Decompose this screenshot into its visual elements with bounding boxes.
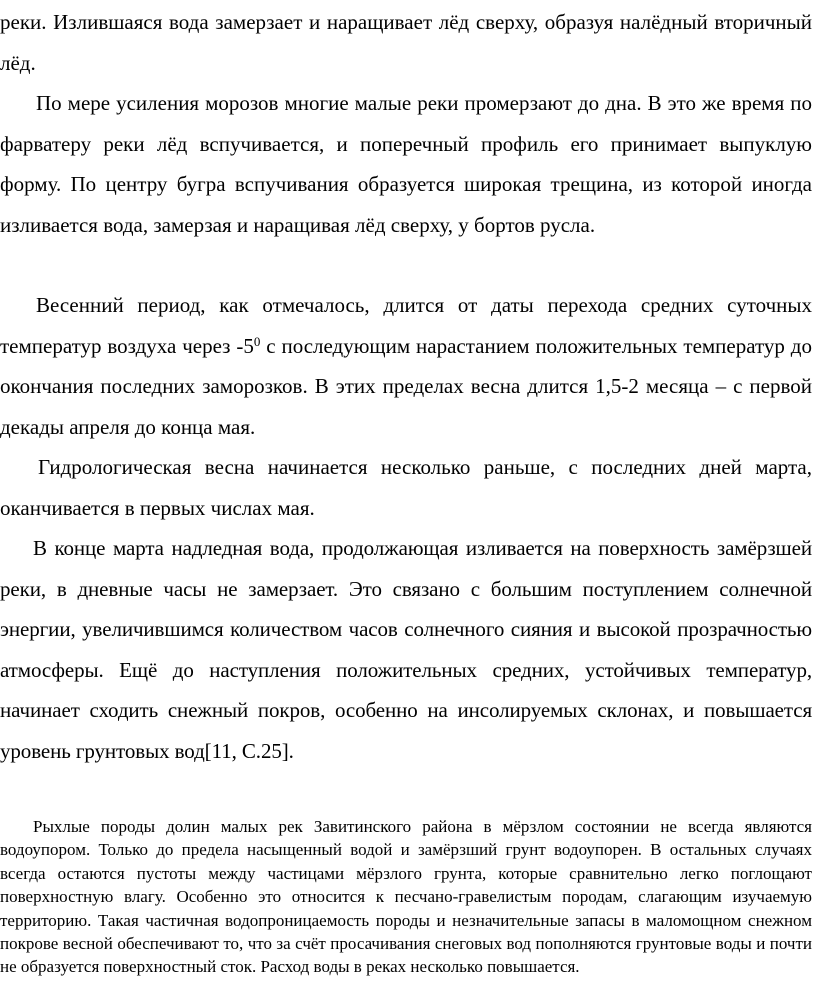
paragraph-late-march: В конце марта надледная вода, продолжающая изливается на поверхность замёрзшей реки, в дневные часы не замерзает. Это связано с большим поступлением солнечной энергии, увеличившимся количеством часов солнечного сияния и высокой прозрачностью атмосферы. Ещё до наступления положительных средних, устойчивых температур, начинает сходить снежный покров, особенно на инсолируемых склонах, и повышается уровень грунтовых вод[11, С.25]. [0,536,812,763]
paragraph-river-ice: реки. Излившаяся вода замерзает и наращивает лёд сверху, образуя налёдный вторичный лёд. [0,10,812,75]
paragraph-spring-period [0,285,812,447]
spring-period-text-start: Весенний период, как отмечалось, длится от даты перехода средних суточных температур воздуха через -5 [0,293,812,358]
degree-superscript: 0 [253,333,261,349]
paragraph-freezing-rivers: По мере усиления морозов многие малые реки промерзают до дна. В это же время по фарватеру реки лёд вспучивается, и поперечный профиль его принимает выпуклую форму. По центру бугра вспучивания образуется широкая трещина, из которой иногда изливается вода, замерзая и наращивая лёд сверху, у бортов русла. [0,91,812,237]
paragraph-hydrological-spring: Гидрологическая весна начинается несколько раньше, с последних дней марта, оканчивается в первых числах мая. [0,455,812,520]
paragraph-loose-rocks: Рыхлые породы долин малых рек Завитинского района в мёрзлом состоянии не всегда являются водоупором. Только до предела насыщенный водой и замёрзший грунт водоупорен. В остальных случаях всегда остаются пустоты между частицами мёрзлого грунта, которые сравнительно легко поглощают поверхностную влагу. Особенно это относится к песчано-гравелистым породам, слагающим изучаемую территорию. Такая частичная водопроницаемость породы и незначительные запасы в маломощном снежном покрове весной обеспечивают то, что за счёт просачивания снеговых вод пополняются грунтовые воды и почти не образуется поверхностный сток. Расход воды в реках несколько повышается. [0,817,812,977]
spring-period-text-end: с последующим нарастанием положительных температур до окончания последних заморозков. В этих пределах весна длится 1,5-2 месяца – с первой декады апреля до конца мая. [0,333,812,439]
